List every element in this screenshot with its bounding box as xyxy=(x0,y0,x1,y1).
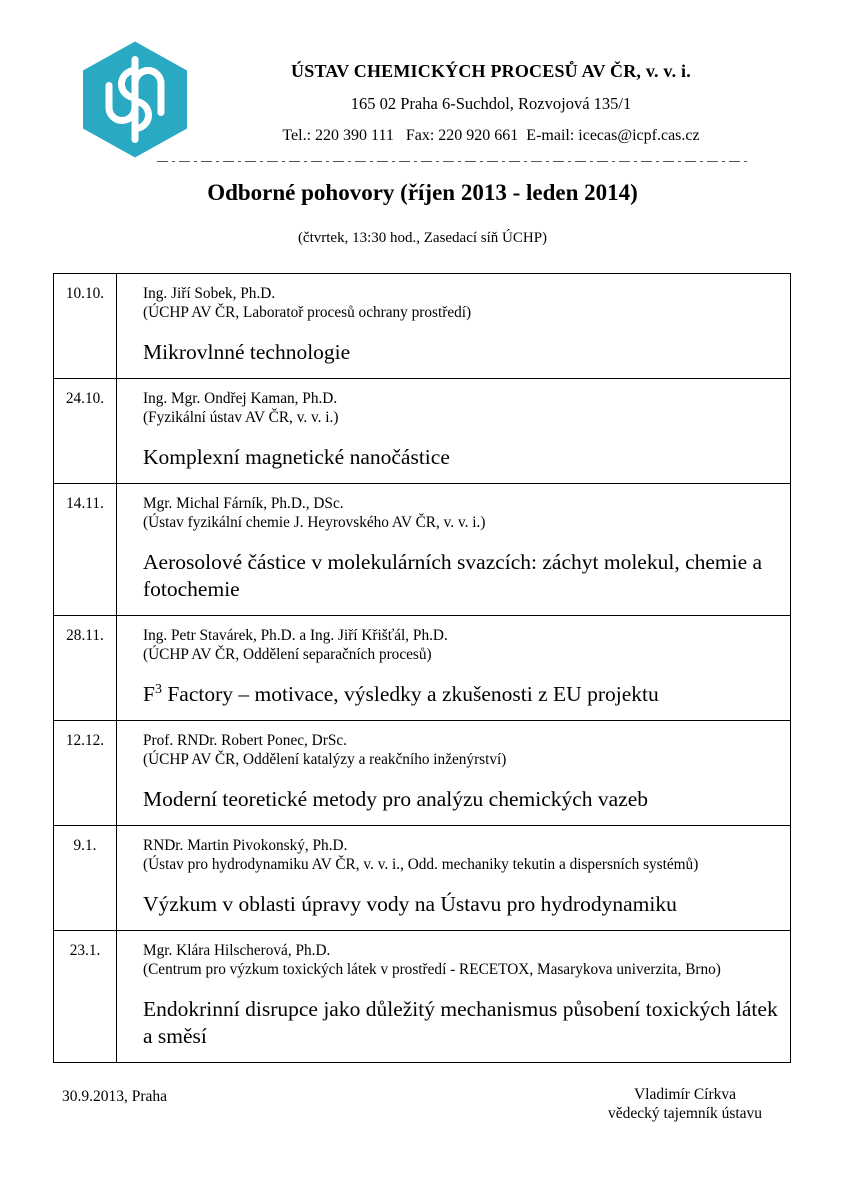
table-row xyxy=(54,484,791,616)
speaker-affiliation: (ÚCHP AV ČR, Oddělení katalýzy a reakčního inženýrství) xyxy=(143,751,507,768)
speaker-name: Ing. Petr Stavárek, Ph.D. a Ing. Jiří Křišťál, Ph.D. xyxy=(143,627,448,644)
speaker-affiliation: (ÚCHP AV ČR, Laboratoř procesů ochrany prostředí) xyxy=(143,304,472,321)
talk-title: Mikrovlnné technologie xyxy=(143,340,351,364)
table-row xyxy=(54,931,791,1063)
signatory-name: Vladimír Církva xyxy=(633,1086,737,1103)
institute-name: ÚSTAV CHEMICKÝCH PROCESŮ AV ČR, v. v. i. xyxy=(291,61,691,81)
schedule-body xyxy=(54,274,791,1063)
table-row xyxy=(54,616,791,721)
seminar-details xyxy=(117,931,791,1063)
seminar-date: 9.1. xyxy=(54,826,117,931)
institute-address: 165 02 Praha 6-Suchdol, Rozvojová 135/1 xyxy=(350,94,632,113)
speaker-affiliation: (ÚCHP AV ČR, Oddělení separačních procesů) xyxy=(143,646,432,663)
letterhead xyxy=(225,60,757,146)
seminar-date: 10.10. xyxy=(54,274,117,379)
seminar-date: 24.10. xyxy=(54,379,117,484)
table-row xyxy=(54,721,791,826)
speaker-affiliation: (Centrum pro výzkum toxických látek v prostředí - RECETOX, Masarykova univerzita, Brno) xyxy=(143,961,721,978)
seminar-details xyxy=(117,616,791,721)
talk-title: Aerosolové částice v molekulárních svazcích: záchyt molekul, chemie a fotochemie xyxy=(143,550,763,601)
seminar-date: 14.11. xyxy=(54,484,117,616)
institute-logo xyxy=(73,39,197,160)
speaker-affiliation: (Fyzikální ústav AV ČR, v. v. i.) xyxy=(143,409,339,426)
table-row xyxy=(54,379,791,484)
signatory-role: vědecký tajemník ústavu xyxy=(607,1105,763,1122)
seminar-details xyxy=(117,721,791,826)
seminar-date: 23.1. xyxy=(54,931,117,1063)
institute-contact: Tel.: 220 390 111 Fax: 220 920 661 E-mail: icecas@icpf.cas.cz xyxy=(282,127,700,144)
speaker-affiliation: (Ústav fyzikální chemie J. Heyrovského AV ČR, v. v. i.) xyxy=(143,514,486,531)
talk-title: Komplexní magnetické nanočástice xyxy=(143,445,450,469)
seminar-date: 12.12. xyxy=(54,721,117,826)
seminar-schedule-table xyxy=(53,273,791,1063)
header-separator-line xyxy=(157,160,748,163)
talk-title: Endokrinní disrupce jako důležitý mechanismus působení toxických látek a směsí xyxy=(143,997,778,1048)
seminar-details xyxy=(117,274,791,379)
talk-title: Moderní teoretické metody pro analýzu chemických vazeb xyxy=(143,787,649,811)
seminar-details xyxy=(117,826,791,931)
speaker-affiliation: (Ústav pro hydrodynamiku AV ČR, v. v. i., Odd. mechaniky tekutin a dispersních systémů) xyxy=(143,856,699,873)
seminar-details xyxy=(117,379,791,484)
footer-date-place: 30.9.2013, Praha xyxy=(62,1088,168,1105)
speaker-name: Ing. Mgr. Ondřej Kaman, Ph.D. xyxy=(143,390,338,407)
table-row xyxy=(54,274,791,379)
page-subtitle: (čtvrtek, 13:30 hod., Zasedací síň ÚCHP) xyxy=(297,230,548,246)
signature-block xyxy=(585,1085,785,1123)
seminar-details xyxy=(117,484,791,616)
speaker-name: Mgr. Klára Hilscherová, Ph.D. xyxy=(143,942,331,959)
table-row xyxy=(54,826,791,931)
seminar-date: 28.11. xyxy=(54,616,117,721)
speaker-name: Mgr. Michal Fárník, Ph.D., DSc. xyxy=(143,495,344,512)
page-title: Odborné pohovory (říjen 2013 - leden 2014) xyxy=(207,180,638,205)
speaker-name: RNDr. Martin Pivokonský, Ph.D. xyxy=(143,837,348,854)
speaker-name: Ing. Jiří Sobek, Ph.D. xyxy=(143,285,276,302)
talk-title: Výzkum v oblasti úpravy vody na Ústavu pro hydrodynamiku xyxy=(143,892,677,916)
talk-title: $F^3$ Factory – motivace, výsledky a zkušenosti z EU projektu xyxy=(143,681,659,706)
speaker-name: Prof. RNDr. Robert Ponec, DrSc. xyxy=(143,732,347,749)
